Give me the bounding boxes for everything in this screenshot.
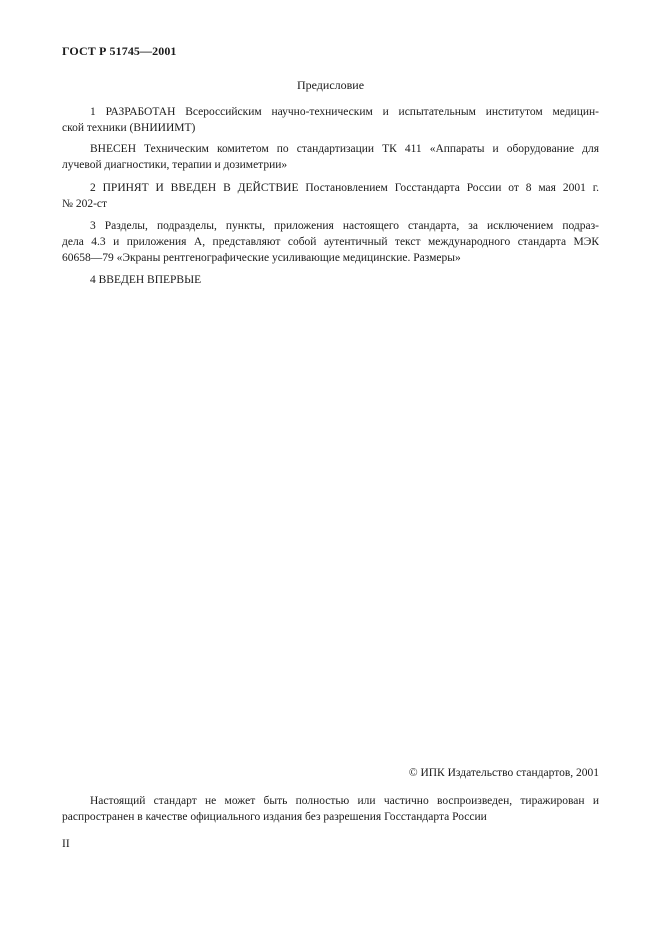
- paragraph-line: 4 ВВЕДЕН ВПЕРВЫЕ: [90, 274, 202, 286]
- paragraph-line: дела 4.3 и приложения А, представляют собой аутентичный текст международного стандарта МЭК: [62, 236, 599, 248]
- paragraph-line: № 202-ст: [62, 198, 108, 210]
- paragraph-line: 3 Разделы, подразделы, пункты, приложения настоящего стандарта, за исключением подраз-: [90, 220, 599, 232]
- paragraph-first-introduced: [62, 272, 599, 288]
- section-title: Предисловие: [296, 78, 365, 92]
- notice-line: распространен в качестве официального издания без разрешения Госстандарта России: [62, 811, 487, 823]
- paragraph-adopted: [62, 180, 599, 212]
- paragraph-submitted-by: [62, 141, 599, 173]
- paragraph-authentic-text: [62, 218, 599, 266]
- page-number: II: [62, 838, 70, 850]
- copyright-line: © ИПК Издательство стандартов, 2001: [408, 767, 599, 779]
- document-code: ГОСТ Р 51745—2001: [62, 44, 177, 58]
- reproduction-notice: [62, 793, 599, 825]
- paragraph-line: лучевой диагностики, терапии и дозиметрии»: [62, 159, 288, 171]
- paragraph-line: ВНЕСЕН Техническим комитетом по стандартизации ТК 411 «Аппараты и оборудование для: [90, 143, 599, 155]
- paragraph-line: 1 РАЗРАБОТАН Всероссийским научно-техническим и испытательным институтом медицин-: [90, 106, 599, 118]
- paragraph-developed-by: [62, 104, 599, 136]
- paragraph-line: 2 ПРИНЯТ И ВВЕДЕН В ДЕЙСТВИЕ Постановлением Госстандарта России от 8 мая 2001 г.: [90, 182, 599, 194]
- paragraph-line: ской техники (ВНИИИМТ): [62, 122, 196, 134]
- notice-line: Настоящий стандарт не может быть полностью или частично воспроизведен, тиражирован и: [90, 795, 599, 807]
- paragraph-line: 60658—79 «Экраны рентгенографические усиливающие медицинские. Размеры»: [62, 252, 461, 264]
